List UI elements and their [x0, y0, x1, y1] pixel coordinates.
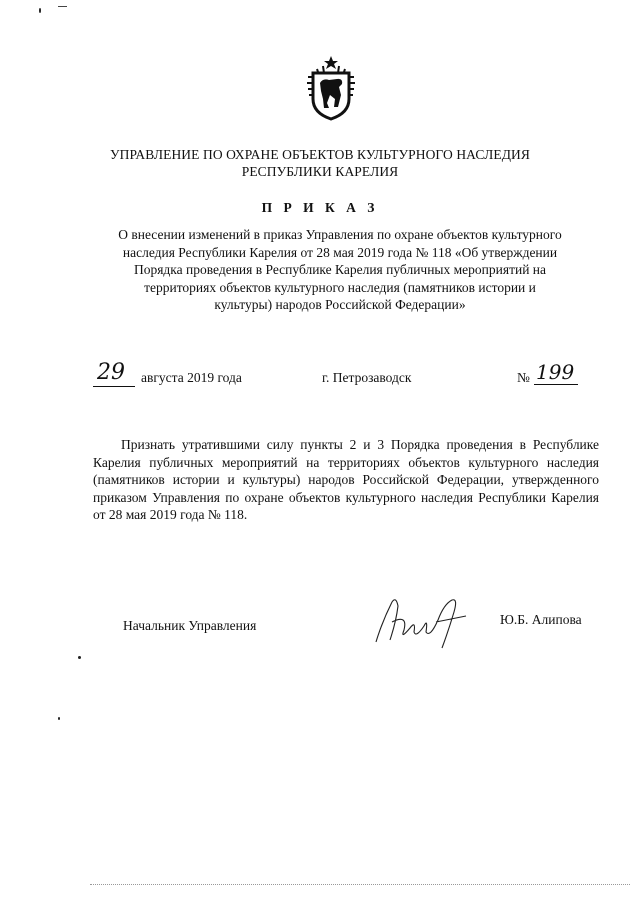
organization-name-line2: РЕСПУБЛИКИ КАРЕЛИЯ — [241, 164, 399, 179]
coat-of-arms-emblem — [303, 55, 359, 121]
subject-line: наследия Республики Карелия от 28 мая 2019 года № 118 «Об утверждении — [122, 244, 558, 260]
signatory-name: Ю.Б. Алипова — [500, 612, 582, 627]
document-number-label: № — [517, 370, 530, 385]
scan-mark — [39, 8, 41, 13]
scan-mark — [58, 6, 67, 7]
subject-line: культуры) народов Российской Федерации» — [214, 297, 466, 312]
handwritten-signature — [368, 592, 478, 650]
organization-name — [0, 146, 640, 180]
date-field — [93, 362, 135, 388]
handwritten-day: 29 — [97, 360, 125, 385]
date-month-year: августа 2019 года — [141, 370, 242, 385]
signatory-position: Начальник Управления — [123, 618, 257, 633]
document-city: г. Петрозаводск — [322, 370, 412, 385]
organization-name-line1: УПРАВЛЕНИЕ ПО ОХРАНЕ ОБЪЕКТОВ КУЛЬТУРНОГО НАСЛЕДИЯ — [110, 147, 530, 162]
number-underline — [534, 384, 578, 385]
order-paragraph: Признать утратившими силу пункты 2 и 3 Порядка проведения в Республике Карелия публичных мероприятий на территориях объектов культурного наследия (памятников истории и культуры) народов Российской Федерации, утвержденного приказом Управления по охране объектов культурного наследия Республики Карелия от 28 мая 2019 года № 118. — [93, 437, 599, 522]
coat-of-arms-icon — [303, 55, 359, 121]
document-type: П Р И К А З — [261, 200, 379, 215]
date-underline — [93, 386, 135, 387]
subject-line: территориях объектов культурного наследия (памятников истории и — [144, 279, 536, 295]
scan-speck — [78, 656, 81, 659]
scan-speck — [58, 717, 60, 720]
signature-icon — [368, 592, 478, 650]
scan-edge-line — [90, 884, 630, 885]
handwritten-number: 199 — [536, 360, 575, 384]
document-subject — [80, 226, 600, 314]
number-field — [534, 360, 584, 386]
subject-line: О внесении изменений в приказ Управления по охране объектов культурного — [118, 227, 562, 242]
subject-line: Порядка проведения в Республике Карелия публичных мероприятий на — [133, 262, 547, 277]
